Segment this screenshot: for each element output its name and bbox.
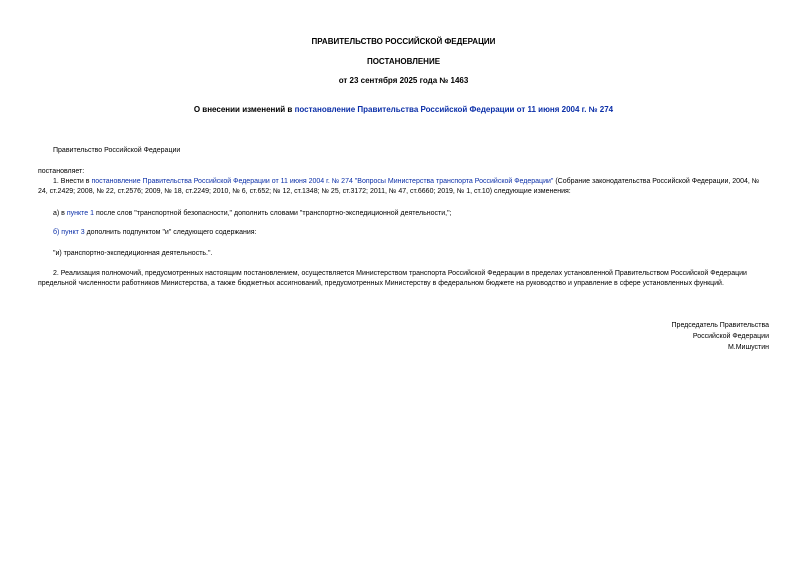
item-b-link[interactable]: б) пункт 3 <box>53 229 85 236</box>
issuing-body: Правительство Российской Федерации <box>53 147 181 154</box>
item-2: 2. Реализация полномочий, предусмотренных настоящим постановлением, осуществляется Министерством транспорта Российской Федерации в пределах установленной Правительством Российской Федерации предельной численности работников Министерства, а также бюджетных ассигнований, предусмотренных Министерству в федеральном бюджете на руководство и управление в сфере установленных функций. <box>38 270 747 288</box>
item-a-link[interactable]: пункте 1 <box>66 210 94 217</box>
document-subject <box>0 104 807 116</box>
item-a-prefix: а) в <box>53 210 67 217</box>
item-1 <box>38 177 770 197</box>
document-date-number: от 23 сентября 2025 года № 1463 <box>338 76 469 85</box>
signature-title: Председатель Правительства <box>671 322 769 329</box>
signature-name: М.Мишустин <box>727 343 769 351</box>
item-i: "и) транспортно-экспедиционная деятельность.". <box>53 250 213 257</box>
government-title: ПРАВИТЕЛЬСТВО РОССИЙСКОЙ ФЕДЕРАЦИИ <box>311 37 496 46</box>
document-type: ПОСТАНОВЛЕНИЕ <box>366 57 441 66</box>
signature-org: Российской Федерации <box>692 332 769 340</box>
item-1-link[interactable]: постановление Правительства Российской Федерации от 11 июня 2004 г. № 274 "Вопросы Министерства транспорта Российской Федерации" <box>91 178 554 185</box>
item-a <box>53 209 785 219</box>
subject-prefix: О внесении изменений в <box>193 105 295 114</box>
item-b-suffix: дополнить подпунктом "и" следующего содержания: <box>84 229 257 236</box>
item-1-suffix: (Собрание законодательства Российской Федерации, 2004, № 24, ст.2429; 2008, № 22, ст.2576; 2009, № 18, ст.2249; 2010, № 6, ст.652; № 12, ст.1348; № 25, ст.3172; 2011, № 47, ст.6660; 2019, № 1, ст.10) следующие изменения: <box>38 178 760 196</box>
resolves-text: постановляет: <box>38 168 85 175</box>
item-a-suffix: после слов "транспортной безопасности," дополнить словами "транспортно-экспедиционной деятельности,"; <box>94 210 452 217</box>
item-b <box>53 228 785 238</box>
item-1-prefix: 1. Внести в <box>53 178 92 185</box>
signature-block <box>672 321 769 354</box>
subject-link[interactable]: постановление Правительства Российской Федерации от 11 июня 2004 г. № 274 <box>294 105 614 114</box>
